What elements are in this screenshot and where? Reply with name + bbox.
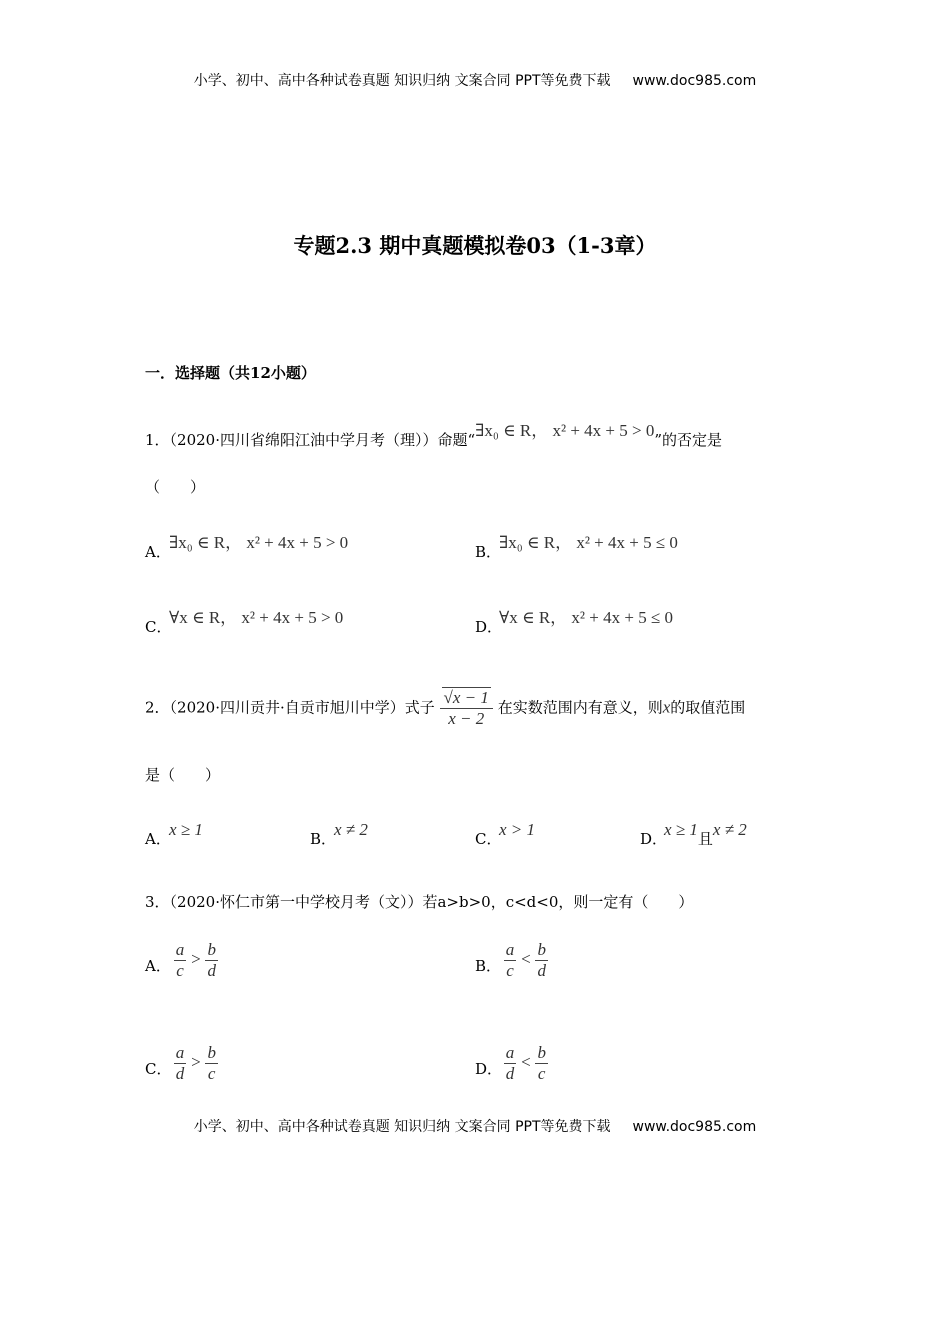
q1-prefix: 1．（2020·四川省绵阳江油中学月考（理））命题“ xyxy=(145,431,476,449)
frac-left xyxy=(174,940,187,981)
section-heading: 一．选择题（共12小题） xyxy=(145,364,316,382)
q2-line2: 是（ ） xyxy=(145,766,221,784)
comparison-op: < xyxy=(521,949,531,969)
option-label: B． xyxy=(475,543,502,561)
option-math-2: x ≠ 2 xyxy=(712,820,747,839)
denominator: c xyxy=(506,961,514,980)
q1-option-c[interactable] xyxy=(145,608,344,637)
page-footer xyxy=(0,1116,950,1136)
denominator: d xyxy=(175,1064,185,1083)
q2-option-a[interactable] xyxy=(145,820,203,849)
option-math: x ≠ 2 xyxy=(334,820,368,839)
option-label: D． xyxy=(640,830,668,848)
q1-option-d[interactable] xyxy=(475,608,674,637)
header-text: 小学、初中、高中各种试卷真题 知识归纳 文案合同 PPT等免费下载 xyxy=(193,73,611,89)
numerator: b xyxy=(207,1043,216,1062)
q2-mid: 在实数范围内有意义，则 xyxy=(497,698,663,717)
frac-right xyxy=(205,940,218,981)
frac-left xyxy=(504,1043,517,1084)
comparison-op: > xyxy=(191,1052,201,1072)
numerator: b xyxy=(537,940,546,959)
page-header xyxy=(0,70,950,90)
option-math: ∃x₀ ∈ R， x² + 4x + 5 ≤ 0 xyxy=(499,533,678,552)
numerator: a xyxy=(175,1043,185,1062)
numerator: b xyxy=(537,1043,546,1062)
q2-fraction xyxy=(440,688,493,729)
q2-sqrt: √x − 1 xyxy=(443,688,489,707)
q2-option-b[interactable] xyxy=(310,820,368,849)
option-join: 且 xyxy=(697,830,713,848)
q1-math: ∃x₀ ∈ R， x² + 4x + 5 > 0 xyxy=(475,421,655,440)
footer-url[interactable]: www.doc985.com xyxy=(632,1119,757,1135)
option-label: B． xyxy=(475,956,502,975)
option-label: C． xyxy=(475,830,502,848)
q3-option-b[interactable] xyxy=(475,940,548,981)
q2-suffix: 的取值范围 xyxy=(670,698,746,717)
option-label: D． xyxy=(475,618,503,636)
q2-numerator xyxy=(440,688,493,709)
option-math: ∃x₀ ∈ R， x² + 4x + 5 > 0 xyxy=(169,533,349,552)
comparison-op: > xyxy=(191,949,201,969)
option-label: A． xyxy=(145,830,171,848)
q2-option-c[interactable] xyxy=(475,820,536,849)
frac-left xyxy=(504,940,517,981)
footer-text: 小学、初中、高中各种试卷真题 知识归纳 文案合同 PPT等免费下载 xyxy=(193,1119,611,1135)
frac-left xyxy=(174,1043,187,1084)
numerator: b xyxy=(207,940,216,959)
q2-denominator: x − 2 xyxy=(448,709,485,728)
q1-option-a[interactable] xyxy=(145,533,349,562)
q3-option-a[interactable] xyxy=(145,940,218,981)
q3-option-d[interactable] xyxy=(475,1043,548,1084)
denominator: d xyxy=(505,1064,515,1083)
numerator: a xyxy=(505,940,515,959)
q1-option-b[interactable] xyxy=(475,533,678,562)
denominator: c xyxy=(207,1064,216,1083)
option-label: C． xyxy=(145,1059,172,1078)
question-3: 3．（2020·怀仁市第一中学校月考（文））若a>b>0，c<d<0，则一定有（ ） xyxy=(145,893,694,911)
frac-right xyxy=(535,1043,548,1084)
option-label: B． xyxy=(310,830,337,848)
q2-prefix: 2．（2020·四川贡井·自贡市旭川中学）式子 xyxy=(145,698,435,717)
document-title: 专题2.3 期中真题模拟卷03（1-3章） xyxy=(293,233,657,258)
header-url[interactable]: www.doc985.com xyxy=(632,73,757,89)
numerator: a xyxy=(175,940,185,959)
option-label: A． xyxy=(145,543,171,561)
option-math: x ≥ 1 xyxy=(664,820,698,839)
comparison-op: < xyxy=(521,1052,531,1072)
option-label: D． xyxy=(475,1059,503,1078)
option-label: C． xyxy=(145,618,172,636)
denominator: c xyxy=(537,1064,546,1083)
q1-suffix: ”的否定是 xyxy=(654,431,723,449)
question-2 xyxy=(145,688,745,729)
denominator: d xyxy=(207,961,216,980)
denominator: c xyxy=(176,961,184,980)
q2-var: x xyxy=(662,697,671,717)
option-label: A． xyxy=(145,956,171,975)
option-math: ∀x ∈ R， x² + 4x + 5 > 0 xyxy=(169,608,344,627)
denominator: d xyxy=(537,961,546,980)
option-math: x > 1 xyxy=(499,820,536,839)
numerator: a xyxy=(505,1043,515,1062)
q2-option-d[interactable] xyxy=(640,820,747,849)
q1-paren: （ ） xyxy=(145,478,206,496)
q3-option-c[interactable] xyxy=(145,1043,218,1084)
question-1 xyxy=(145,421,723,450)
frac-right xyxy=(535,940,548,981)
option-math: x ≥ 1 xyxy=(169,820,203,839)
frac-right xyxy=(205,1043,218,1084)
option-math: ∀x ∈ R， x² + 4x + 5 ≤ 0 xyxy=(499,608,674,627)
